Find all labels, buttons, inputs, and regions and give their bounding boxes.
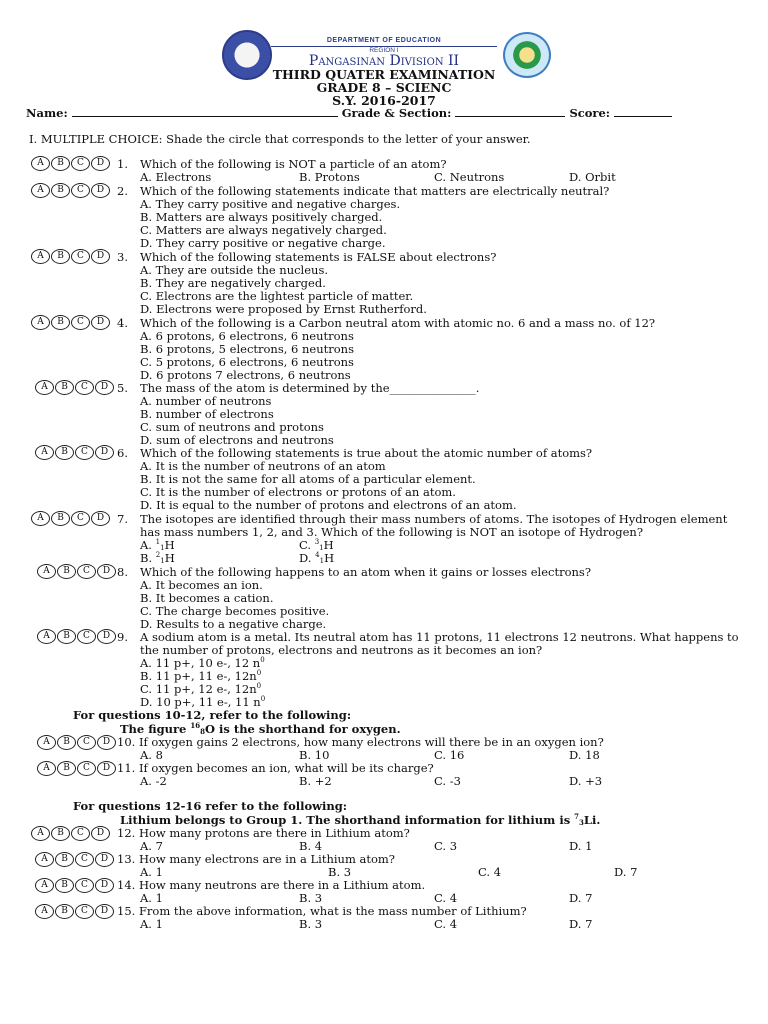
answer-bubble-b[interactable]: B [55, 904, 74, 919]
answer-bubble-c[interactable]: C [77, 629, 96, 644]
question-number: 2. [117, 184, 128, 198]
answer-bubble-d[interactable]: D [97, 564, 116, 579]
question-text: 12. How many protons are there in Lithium atom? [117, 826, 410, 840]
answer-bubble-d[interactable]: D [95, 904, 114, 919]
answer-bubble-b[interactable]: B [57, 735, 76, 750]
name-field[interactable] [72, 106, 338, 117]
grade-section-field[interactable] [455, 106, 565, 117]
answer-bubble-d[interactable]: D [91, 315, 110, 330]
question-text: 10. If oxygen gains 2 electrons, how many electrons will there be in an oxygen ion? [117, 735, 604, 749]
option-d: D. 10 p+, 11 e-, 11 $n^0$ [140, 695, 266, 709]
answer-bubble-c[interactable]: C [71, 156, 90, 171]
answer-bubbles [35, 380, 114, 395]
answer-bubble-a[interactable]: A [35, 380, 54, 395]
answer-bubble-b[interactable]: B [55, 852, 74, 867]
option-a: A. 1 [140, 865, 163, 879]
answer-bubble-b[interactable]: B [51, 826, 70, 841]
answer-bubble-a[interactable]: A [35, 878, 54, 893]
answer-bubble-a[interactable]: A [37, 735, 56, 750]
answer-bubble-c[interactable]: C [75, 904, 94, 919]
option-c: C. Electrons are the lightest particle of matter. [140, 289, 414, 303]
option-b: B. They are negatively charged. [140, 276, 326, 290]
answer-bubble-c[interactable]: C [75, 380, 94, 395]
option-c: C. 4 [434, 917, 458, 931]
option-d: D. 18 [569, 748, 600, 762]
option-b: B. 3 [299, 891, 323, 905]
answer-bubble-d[interactable]: D [91, 511, 110, 526]
answer-bubble-c[interactable]: C [77, 735, 96, 750]
option-a: A. It is the number of neutrons of an atom [140, 459, 386, 473]
answer-bubbles [31, 156, 110, 171]
answer-bubble-a[interactable]: A [35, 904, 54, 919]
question-number: 7. [117, 512, 128, 526]
answer-bubbles [31, 511, 110, 526]
question-text: The isotopes are identified through their mass numbers of atoms. The isotopes of Hydrogen element [140, 512, 728, 526]
question-number: 9. [117, 630, 128, 644]
option-c: C. 4 [478, 865, 502, 879]
question-text: A sodium atom is a metal. Its neutral atom has 11 protons, 11 electrons 12 neutrons. What happens to [140, 630, 739, 644]
option-d: D. 7 [614, 865, 638, 879]
answer-bubble-c[interactable]: C [77, 761, 96, 776]
answer-bubble-a[interactable]: A [31, 826, 50, 841]
answer-bubbles [35, 445, 114, 460]
option-a: A. They are outside the nucleus. [140, 263, 329, 277]
answer-bubble-b[interactable]: B [51, 156, 70, 171]
option-b: B. 3 [299, 917, 323, 931]
question-text: Which of the following is NOT a particle of an atom? [140, 157, 447, 171]
score-label: Score: [569, 106, 611, 120]
option-d: D. Results to a negative charge. [140, 617, 327, 631]
option-a: A. 8 [140, 748, 163, 762]
option-b: B. +2 [299, 774, 332, 788]
answer-bubbles [37, 761, 116, 776]
score-field[interactable] [614, 106, 672, 117]
option-c: C. $^3_1$H [299, 538, 334, 552]
option-b: B. 6 protons, 5 electrons, 6 neutrons [140, 342, 354, 356]
answer-bubble-b[interactable]: B [55, 445, 74, 460]
option-b: B. 3 [328, 865, 352, 879]
answer-bubble-c[interactable]: C [77, 564, 96, 579]
reference-heading: For questions 10-12, refer to the following: [73, 708, 352, 722]
answer-bubble-d[interactable]: D [97, 629, 116, 644]
question-number: 3. [117, 250, 128, 264]
option-d: D. They carry positive or negative charge. [140, 236, 386, 250]
question-number: 1. [117, 157, 128, 171]
option-b: B. 10 [299, 748, 330, 762]
option-b: B. 4 [299, 839, 323, 853]
option-c: C. 16 [434, 748, 465, 762]
option-a: A. -2 [140, 774, 167, 788]
answer-bubble-c[interactable]: C [71, 826, 90, 841]
answer-bubble-c[interactable]: C [71, 183, 90, 198]
region-label: REGION I [369, 47, 399, 54]
answer-bubble-a[interactable]: A [31, 511, 50, 526]
answer-bubble-d[interactable]: D [95, 380, 114, 395]
answer-bubbles [37, 735, 116, 750]
answer-bubbles [37, 629, 116, 644]
answer-bubbles [37, 564, 116, 579]
option-b: B. It is not the same for all atoms of a particular element. [140, 472, 476, 486]
option-a: A. 1 [140, 917, 163, 931]
answer-bubble-d[interactable]: D [91, 183, 110, 198]
option-d: D. 7 [569, 917, 593, 931]
option-c: C. Neutrons [434, 170, 505, 184]
name-label: Name: [26, 106, 68, 120]
answer-bubble-d[interactable]: D [95, 445, 114, 460]
option-b: B. Matters are always positively charged. [140, 210, 383, 224]
answer-bubble-d[interactable]: D [91, 826, 110, 841]
question-text: 13. How many electrons are in a Lithium atom? [117, 852, 395, 866]
answer-bubble-b[interactable]: B [51, 183, 70, 198]
option-a: A. 11 p+, 10 e-, 12 $n^0$ [140, 656, 265, 670]
option-a: A. They carry positive and negative charges. [140, 197, 401, 211]
option-a: A. $^1_1$H [140, 538, 175, 552]
question-text: Which of the following statements indicate that matters are electrically neutral? [140, 184, 610, 198]
question-text-cont: the number of protons, electrons and neutrons as it becomes an ion? [140, 643, 543, 657]
exam-title: THIRD QUATER EXAMINATION [272, 67, 496, 82]
answer-bubbles [35, 852, 114, 867]
option-c: C. The charge becomes positive. [140, 604, 330, 618]
answer-bubble-d[interactable]: D [95, 852, 114, 867]
option-d: D. Orbit [569, 170, 616, 184]
option-d: D. +3 [569, 774, 603, 788]
answer-bubble-d[interactable]: D [91, 156, 110, 171]
reference-heading: For questions 12-16 refer to the following: [73, 799, 348, 813]
option-c: C. Matters are always negatively charged. [140, 223, 387, 237]
question-text: 11. If oxygen becomes an ion, what will be its charge? [117, 761, 434, 775]
option-b: B. number of electrons [140, 407, 274, 421]
option-b: B. $^2_1$H [140, 551, 175, 565]
option-c: C. It is the number of electrons or protons of an atom. [140, 485, 456, 499]
option-b: B. It becomes a cation. [140, 591, 274, 605]
option-c: C. sum of neutrons and protons [140, 420, 324, 434]
student-info-row [26, 106, 672, 120]
answer-bubbles [31, 249, 110, 264]
option-c: C. 5 protons, 6 electrons, 6 neutrons [140, 355, 354, 369]
question-text: The mass of the atom is determined by the_______________. [140, 381, 480, 395]
question-number: 6. [117, 446, 128, 460]
option-a: A. It becomes an ion. [140, 578, 263, 592]
answer-bubbles [31, 826, 110, 841]
answer-bubbles [31, 315, 110, 330]
answer-bubble-b[interactable]: B [51, 511, 70, 526]
answer-bubble-d[interactable]: D [91, 249, 110, 264]
option-a: A. 7 [140, 839, 163, 853]
option-a: A. number of neutrons [140, 394, 272, 408]
reference-text: Lithium belongs to Group 1. The shorthand information for lithium is $^7_3$Li. [120, 812, 601, 827]
answer-bubble-a[interactable]: A [37, 564, 56, 579]
option-b: B. 11 p+, 11 e-, $12n^0$ [140, 669, 262, 683]
answer-bubble-a[interactable]: A [37, 629, 56, 644]
option-d: D. 7 [569, 891, 593, 905]
answer-bubbles [35, 878, 114, 893]
option-d: D. 1 [569, 839, 593, 853]
answer-bubble-b[interactable]: B [51, 249, 70, 264]
answer-bubble-a[interactable]: A [35, 852, 54, 867]
question-text: Which of the following happens to an atom when it gains or losses electrons? [140, 565, 591, 579]
answer-bubble-b[interactable]: B [57, 564, 76, 579]
option-b: B. Protons [299, 170, 360, 184]
division-title: Pangasinan Division II [308, 53, 460, 69]
option-c: C. -3 [434, 774, 461, 788]
question-text: 14. How many neutrons are there in a Lithium atom. [117, 878, 426, 892]
answer-bubble-c[interactable]: C [71, 315, 90, 330]
question-text: 15. From the above information, what is the mass number of Lithium? [117, 904, 527, 918]
option-a: A. 1 [140, 891, 163, 905]
answer-bubble-b[interactable]: B [51, 315, 70, 330]
answer-bubble-a[interactable]: A [31, 249, 50, 264]
answer-bubble-c[interactable]: C [71, 511, 90, 526]
grade-section-label: Grade & Section: [341, 106, 452, 120]
answer-bubble-c[interactable]: C [75, 445, 94, 460]
instructions: I. MULTIPLE CHOICE: Shade the circle that corresponds to the letter of your answer. [29, 132, 531, 146]
question-text-cont: has mass numbers 1, 2, and 3. Which of the following is NOT an isotope of Hydrogen? [140, 525, 644, 539]
option-d: D. sum of electrons and neutrons [140, 433, 334, 447]
question-text: Which of the following is a Carbon neutral atom with atomic no. 6 and a mass no. of 12? [140, 316, 656, 330]
answer-bubble-c[interactable]: C [75, 852, 94, 867]
question-number: 8. [117, 565, 128, 579]
question-number: 4. [117, 316, 128, 330]
option-c: C. 3 [434, 839, 458, 853]
answer-bubble-d[interactable]: D [97, 761, 116, 776]
answer-bubble-b[interactable]: B [57, 629, 76, 644]
option-c: C. 4 [434, 891, 458, 905]
answer-bubble-d[interactable]: D [95, 878, 114, 893]
answer-bubble-a[interactable]: A [35, 445, 54, 460]
option-d: D. $^4_1$H [299, 551, 335, 565]
answer-bubble-b[interactable]: B [57, 761, 76, 776]
option-c: C. 11 p+, 12 e-, $12n^0$ [140, 682, 262, 696]
school-year: S.Y. 2016-2017 [332, 93, 436, 108]
option-a: A. 6 protons, 6 electrons, 6 neutrons [140, 329, 354, 343]
question-number: 5. [117, 381, 128, 395]
answer-bubble-c[interactable]: C [75, 878, 94, 893]
answer-bubble-c[interactable]: C [71, 249, 90, 264]
answer-bubble-b[interactable]: B [55, 878, 74, 893]
option-a: A. Electrons [140, 170, 212, 184]
department-label: DEPARTMENT OF EDUCATION [326, 37, 442, 44]
answer-bubbles [35, 904, 114, 919]
option-d: D. 6 protons 7 electrons, 6 neutrons [140, 368, 351, 382]
answer-bubble-a[interactable]: A [31, 183, 50, 198]
question-text: Which of the following statements is true about the atomic number of atoms? [140, 446, 593, 460]
answer-bubble-d[interactable]: D [97, 735, 116, 750]
option-d: D. It is equal to the number of protons and electrons of an atom. [140, 498, 517, 512]
answer-bubble-a[interactable]: A [31, 156, 50, 171]
answer-bubble-a[interactable]: A [31, 315, 50, 330]
grade-subject: GRADE 8 – SCIENC [316, 80, 452, 95]
reference-text: The figure $^{16}_8$O is the shorthand for oxygen. [120, 721, 401, 736]
answer-bubble-a[interactable]: A [37, 761, 56, 776]
question-text: Which of the following statements is FALSE about electrons? [140, 250, 497, 264]
option-d: D. Electrons were proposed by Ernst Rutherford. [140, 302, 427, 316]
answer-bubbles [31, 183, 110, 198]
answer-bubble-b[interactable]: B [55, 380, 74, 395]
